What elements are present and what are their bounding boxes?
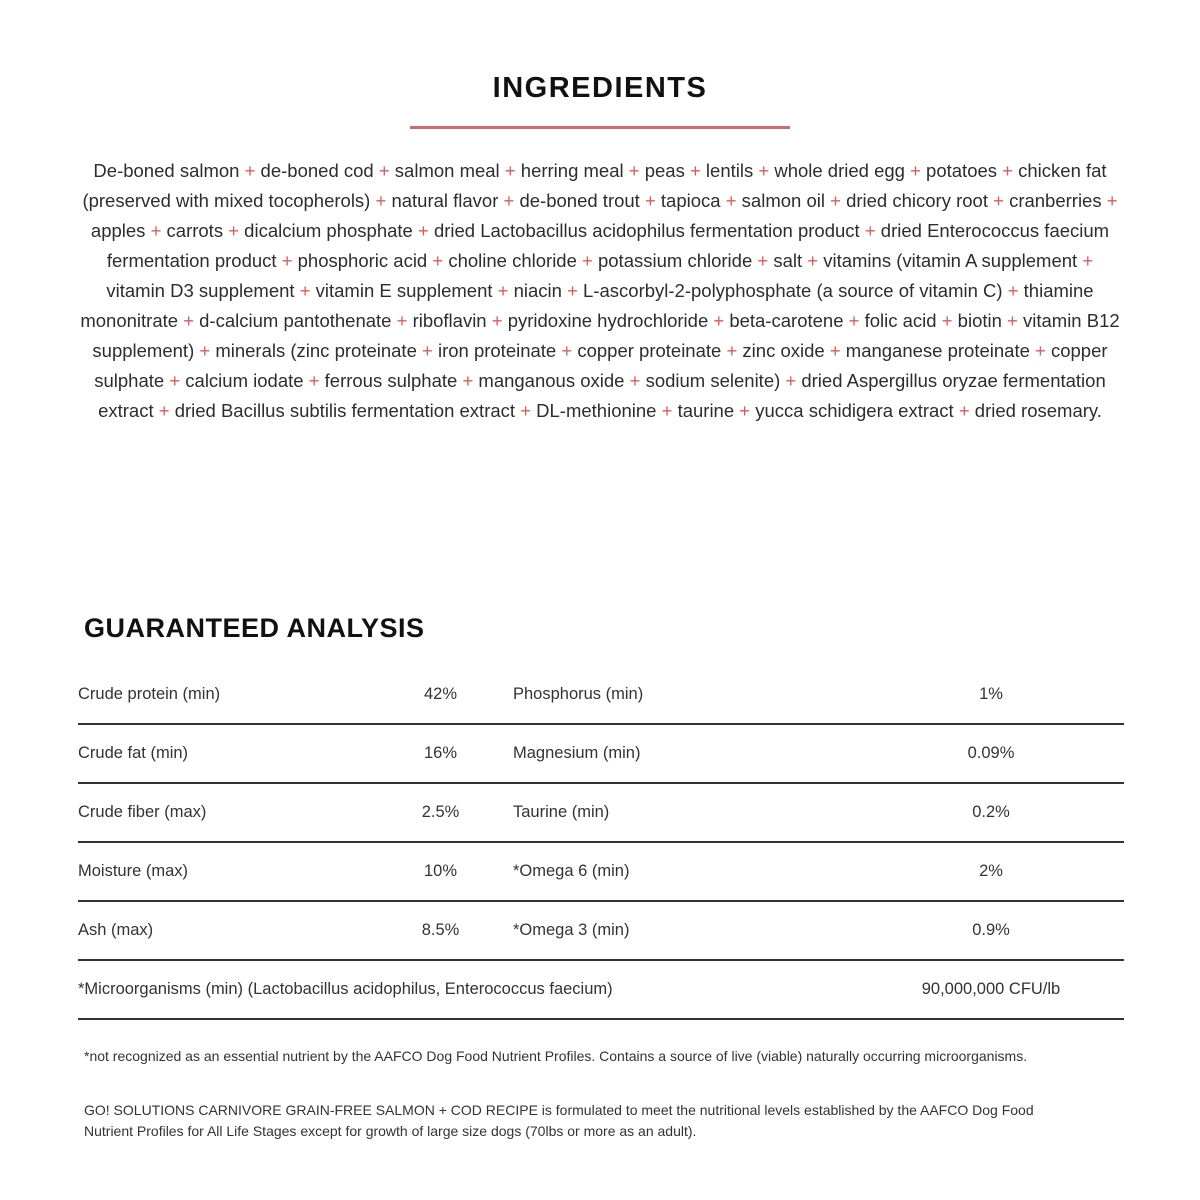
plus-separator: + bbox=[725, 190, 737, 211]
plus-separator: + bbox=[199, 340, 211, 361]
ingredient-item: vitamins (vitamin A supplement bbox=[823, 250, 1078, 271]
ingredient-item: apples bbox=[90, 220, 146, 241]
analysis-right-value: 0.09% bbox=[858, 724, 1124, 783]
plus-separator: + bbox=[169, 370, 181, 391]
ingredient-item: d-calcium pantothenate bbox=[199, 310, 392, 331]
analysis-left-value: 8.5% bbox=[368, 901, 513, 960]
analysis-right-label: Phosphorus (min) bbox=[513, 666, 858, 724]
plus-separator: + bbox=[417, 220, 429, 241]
plus-separator: + bbox=[150, 220, 162, 241]
plus-separator: + bbox=[993, 190, 1004, 211]
ingredient-item: L-ascorbyl-2-polyphosphate (a source of vitamin C) bbox=[583, 280, 1003, 301]
ingredient-item: de-boned cod bbox=[260, 160, 374, 181]
analysis-row bbox=[78, 783, 1124, 842]
ingredient-item: De-boned salmon bbox=[93, 160, 240, 181]
ingredient-item: thiamine mononitrate bbox=[80, 280, 1094, 331]
plus-separator: + bbox=[689, 160, 701, 181]
plus-separator: + bbox=[848, 310, 860, 331]
ingredient-item: whole dried egg bbox=[774, 160, 905, 181]
analysis-left-label: Crude protein (min) bbox=[78, 666, 368, 724]
ingredient-item: tapioca bbox=[660, 190, 721, 211]
analysis-left-value: 16% bbox=[368, 724, 513, 783]
plus-separator: + bbox=[910, 160, 921, 181]
ingredient-item: dried Enterococcus faecium fermentation product bbox=[106, 220, 1110, 271]
plus-separator: + bbox=[1082, 250, 1094, 271]
analysis-left-value: 10% bbox=[368, 842, 513, 901]
ingredient-item: DL-methionine bbox=[536, 400, 657, 421]
ingredient-item: cranberries bbox=[1009, 190, 1102, 211]
ingredient-item: salt bbox=[773, 250, 803, 271]
ingredient-item: manganous oxide bbox=[478, 370, 625, 391]
ingredient-item: lentils bbox=[705, 160, 754, 181]
ingredient-item: biotin bbox=[957, 310, 1002, 331]
analysis-right-label: Magnesium (min) bbox=[513, 724, 858, 783]
ingredient-item: carrots bbox=[166, 220, 224, 241]
plus-separator: + bbox=[491, 310, 503, 331]
ingredient-item: folic acid bbox=[864, 310, 937, 331]
ingredient-item: taurine bbox=[677, 400, 735, 421]
analysis-right-label: Taurine (min) bbox=[513, 783, 858, 842]
analysis-right-label: *Omega 6 (min) bbox=[513, 842, 858, 901]
analysis-right-value: 2% bbox=[858, 842, 1124, 901]
plus-separator: + bbox=[396, 310, 408, 331]
ingredients-title: INGREDIENTS bbox=[492, 72, 708, 104]
ingredient-item: choline chloride bbox=[448, 250, 577, 271]
ingredient-item: niacin bbox=[513, 280, 562, 301]
ingredient-item: dried Bacillus subtilis fermentation extract bbox=[174, 400, 516, 421]
plus-separator: + bbox=[1007, 310, 1018, 331]
analysis-right-value: 1% bbox=[858, 666, 1124, 724]
analysis-row bbox=[78, 666, 1124, 724]
plus-separator: + bbox=[628, 160, 640, 181]
plus-separator: + bbox=[244, 160, 256, 181]
ingredient-item: natural flavor bbox=[391, 190, 499, 211]
plus-separator: + bbox=[183, 310, 194, 331]
footnote-asterisk: *not recognized as an essential nutrient by the AAFCO Dog Food Nutrient Profiles. Contains a source of live (viable) naturally occurring microorganisms. bbox=[84, 1048, 1028, 1064]
plus-separator: + bbox=[958, 400, 970, 421]
plus-separator: + bbox=[281, 250, 293, 271]
ingredient-item: phosphoric acid bbox=[297, 250, 428, 271]
ingredient-item: chicken fat (preserved with mixed tocopherols) bbox=[82, 160, 1107, 211]
plus-separator: + bbox=[561, 340, 573, 361]
plus-separator: + bbox=[1007, 280, 1019, 301]
plus-separator: + bbox=[299, 280, 311, 301]
guaranteed-analysis-title: GUARANTEED ANALYSIS bbox=[84, 613, 425, 643]
ingredient-item: vitamin D3 supplement bbox=[106, 280, 295, 301]
plus-separator: + bbox=[567, 280, 578, 301]
plus-separator: + bbox=[713, 310, 725, 331]
ingredient-item: salmon meal bbox=[394, 160, 500, 181]
ingredient-item: copper proteinate bbox=[577, 340, 722, 361]
analysis-right-value: 0.2% bbox=[858, 783, 1124, 842]
ingredient-item: zinc oxide bbox=[742, 340, 825, 361]
guaranteed-analysis-table bbox=[78, 666, 1124, 1020]
plus-separator: + bbox=[757, 250, 769, 271]
ingredient-item: copper sulphate bbox=[94, 340, 1108, 391]
plus-separator: + bbox=[432, 250, 444, 271]
analysis-row bbox=[78, 842, 1124, 901]
plus-separator: + bbox=[520, 400, 531, 421]
ingredient-item: beta-carotene bbox=[729, 310, 844, 331]
plus-separator: + bbox=[830, 190, 841, 211]
analysis-right-value: 0.9% bbox=[858, 901, 1124, 960]
footnote-formulation: GO! SOLUTIONS CARNIVORE GRAIN-FREE SALMON + COD RECIPE is formulated to meet the nutritional levels established by the AAFCO Dog Food Nutrient Profiles for All Life Stages except for growth of large size dogs (70lbs or more as an adult). bbox=[84, 1102, 1034, 1139]
analysis-left-label: Moisture (max) bbox=[78, 842, 368, 901]
ingredient-item: vitamin B12 supplement) bbox=[92, 310, 1120, 361]
plus-separator: + bbox=[308, 370, 320, 391]
ingredient-item: dicalcium phosphate bbox=[244, 220, 413, 241]
plus-separator: + bbox=[1106, 190, 1118, 211]
ingredient-item: calcium iodate bbox=[185, 370, 304, 391]
analysis-row bbox=[78, 901, 1124, 960]
ingredient-item: dried rosemary. bbox=[974, 400, 1102, 421]
plus-separator: + bbox=[378, 160, 390, 181]
plus-separator: + bbox=[497, 280, 509, 301]
plus-separator: + bbox=[829, 340, 841, 361]
analysis-left-value: 42% bbox=[368, 666, 513, 724]
analysis-left-label: Ash (max) bbox=[78, 901, 368, 960]
plus-separator: + bbox=[462, 370, 474, 391]
analysis-left-value: 2.5% bbox=[368, 783, 513, 842]
plus-separator: + bbox=[661, 400, 673, 421]
plus-separator: + bbox=[629, 370, 641, 391]
plus-separator: + bbox=[758, 160, 770, 181]
ingredient-item: minerals (zinc proteinate bbox=[215, 340, 417, 361]
microorganisms-value: 90,000,000 CFU/lb bbox=[858, 960, 1124, 1019]
plus-separator: + bbox=[1002, 160, 1013, 181]
microorganisms-label: *Microorganisms (min) (Lactobacillus acidophilus, Enterococcus faecium) bbox=[78, 960, 858, 1019]
ingredient-item: ferrous sulphate bbox=[324, 370, 458, 391]
analysis-left-label: Crude fiber (max) bbox=[78, 783, 368, 842]
plus-separator: + bbox=[739, 400, 751, 421]
microorganisms-row bbox=[78, 960, 1124, 1019]
ingredient-item: manganese proteinate bbox=[845, 340, 1030, 361]
ingredients-list bbox=[76, 156, 1124, 426]
ingredient-item: dried chicory root bbox=[846, 190, 988, 211]
ingredient-item: potatoes bbox=[926, 160, 998, 181]
plus-separator: + bbox=[504, 160, 516, 181]
plus-separator: + bbox=[1035, 340, 1046, 361]
plus-separator: + bbox=[941, 310, 953, 331]
ingredient-item: salmon oil bbox=[741, 190, 825, 211]
ingredient-item: dried Lactobacillus acidophilus fermentation product bbox=[433, 220, 860, 241]
plus-separator: + bbox=[785, 370, 797, 391]
analysis-right-label: *Omega 3 (min) bbox=[513, 901, 858, 960]
plus-separator: + bbox=[422, 340, 433, 361]
ingredient-item: vitamin E supplement bbox=[315, 280, 493, 301]
plus-separator: + bbox=[158, 400, 170, 421]
ingredient-item: sodium selenite) bbox=[645, 370, 781, 391]
plus-separator: + bbox=[644, 190, 656, 211]
ingredient-item: yucca schidigera extract bbox=[755, 400, 954, 421]
analysis-left-label: Crude fat (min) bbox=[78, 724, 368, 783]
ingredient-item: peas bbox=[644, 160, 685, 181]
ingredient-item: riboflavin bbox=[412, 310, 487, 331]
title-underline bbox=[410, 126, 790, 129]
analysis-row bbox=[78, 724, 1124, 783]
plus-separator: + bbox=[726, 340, 738, 361]
ingredient-item: herring meal bbox=[520, 160, 624, 181]
guaranteed-analysis-section bbox=[78, 612, 1124, 1142]
ingredient-item: potassium chloride bbox=[597, 250, 753, 271]
ingredient-item: iron proteinate bbox=[437, 340, 557, 361]
plus-separator: + bbox=[503, 190, 515, 211]
ingredient-item: pyridoxine hydrochloride bbox=[507, 310, 709, 331]
plus-separator: + bbox=[228, 220, 240, 241]
plus-separator: + bbox=[582, 250, 593, 271]
plus-separator: + bbox=[864, 220, 876, 241]
ingredient-item: dried Aspergillus oryzae fermentation extract bbox=[98, 370, 1106, 421]
ingredient-item: de-boned trout bbox=[519, 190, 640, 211]
plus-separator: + bbox=[807, 250, 819, 271]
plus-separator: + bbox=[375, 190, 387, 211]
